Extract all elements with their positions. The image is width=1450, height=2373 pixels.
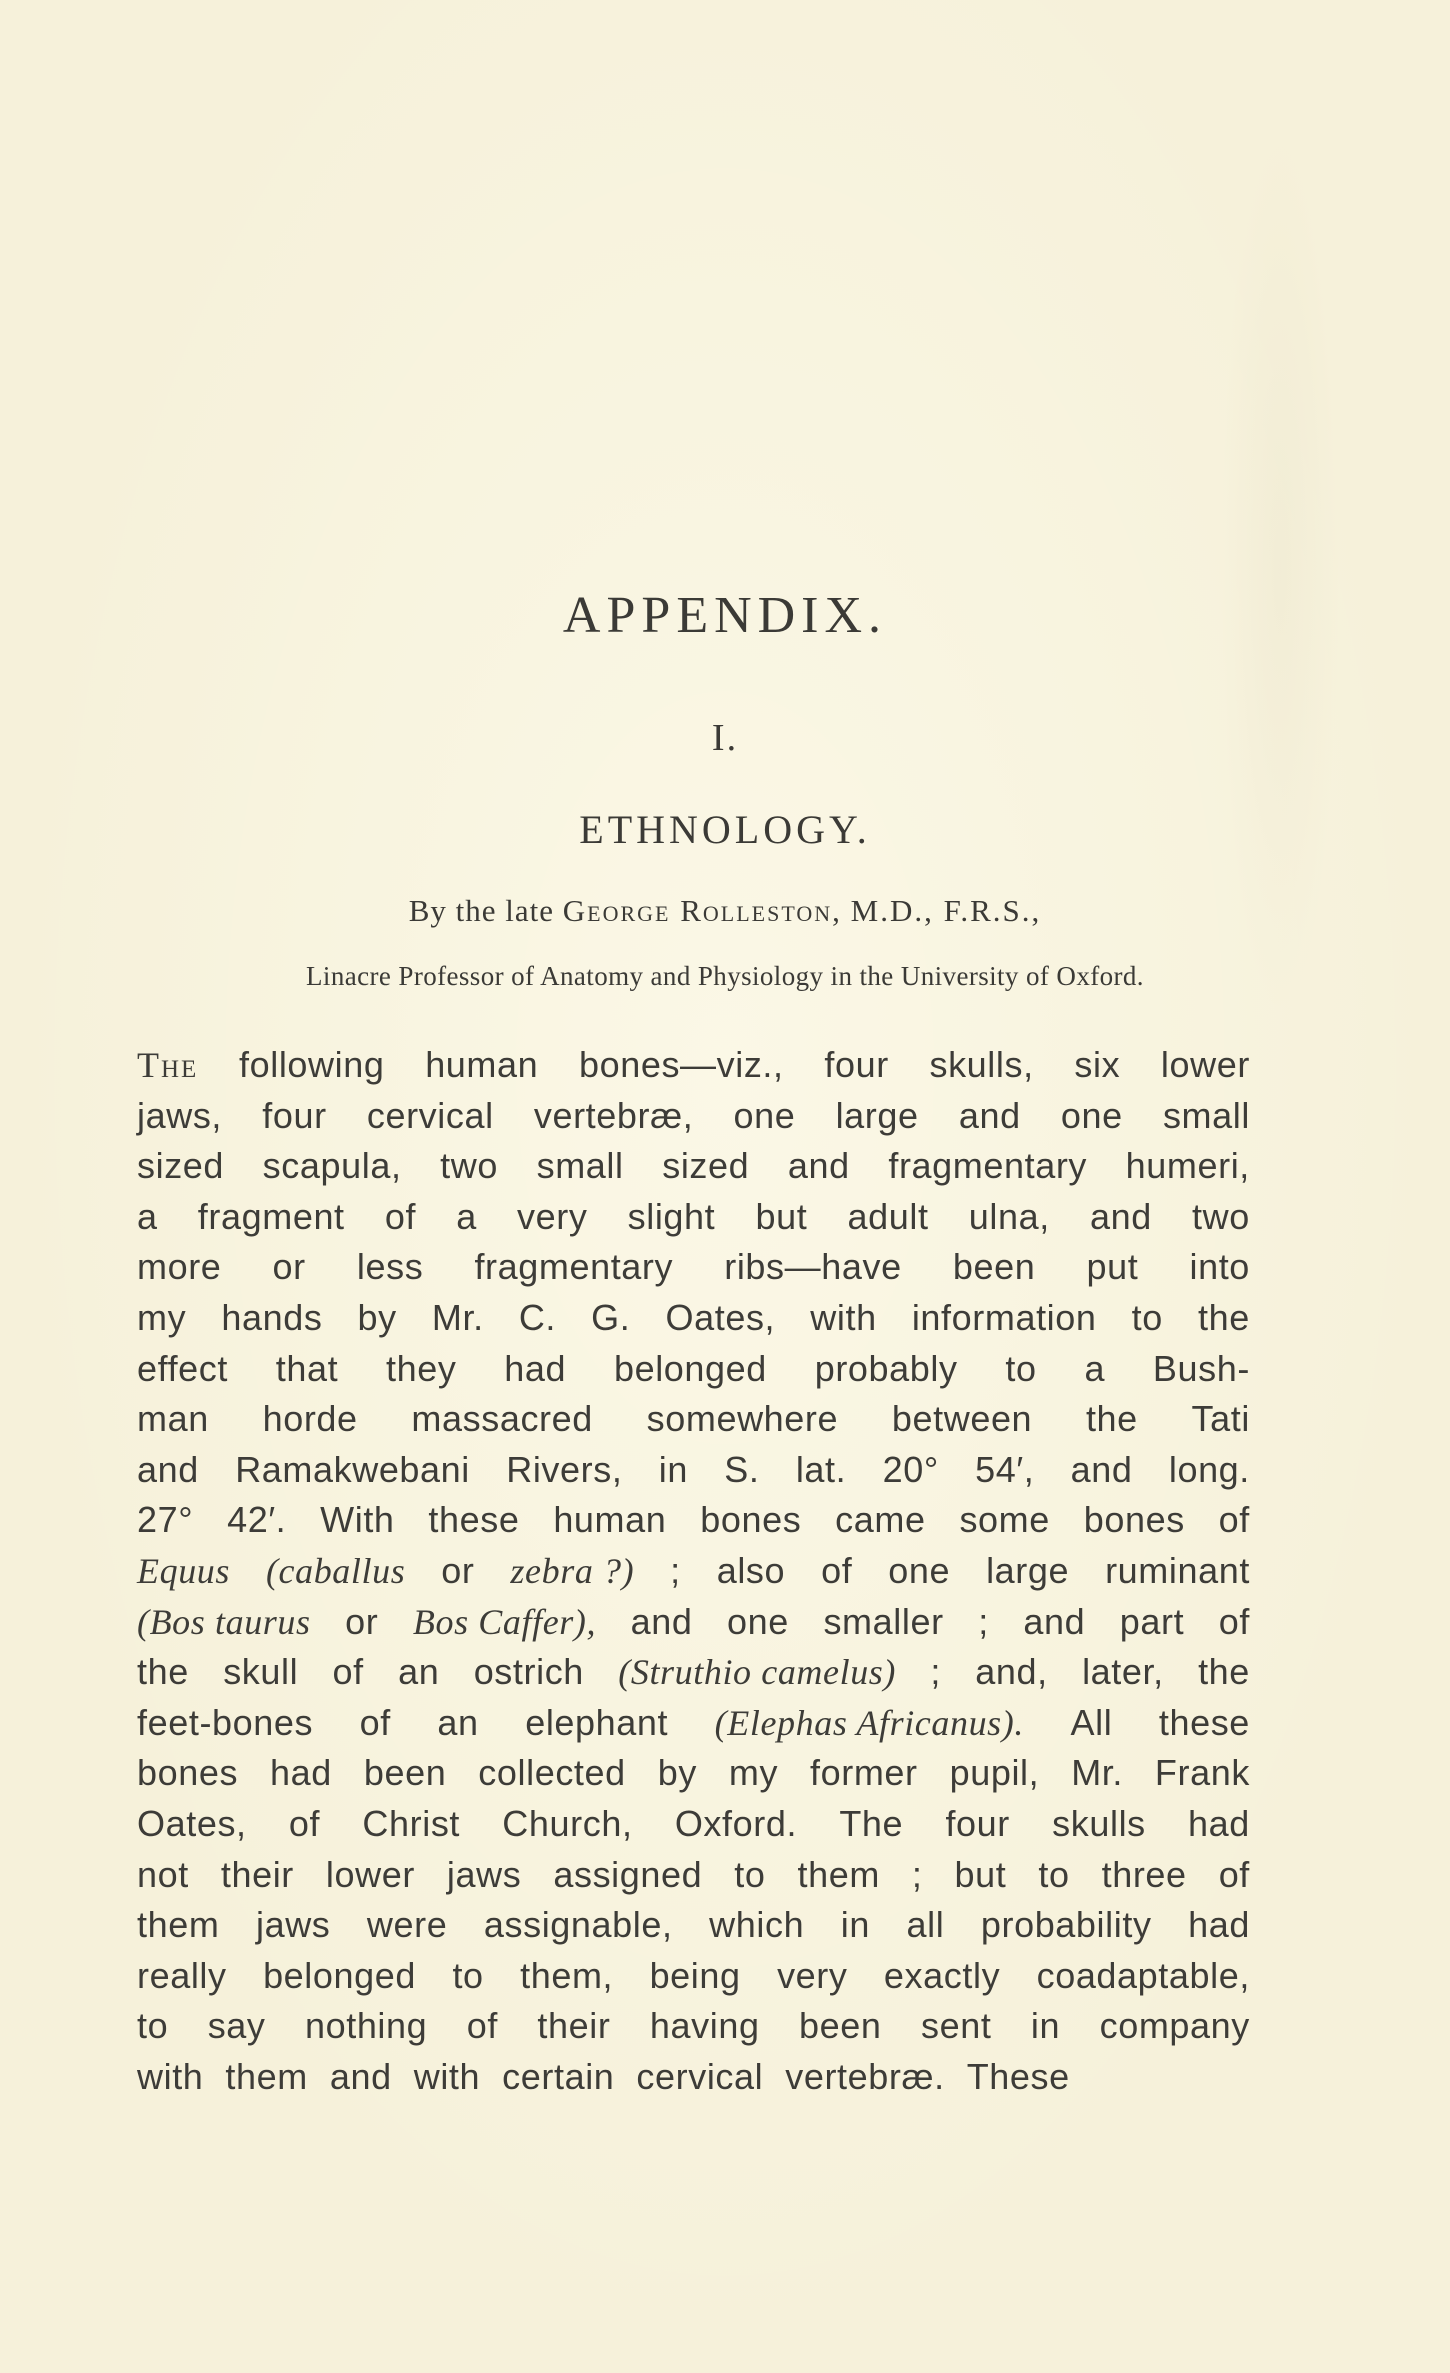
word: three [1101,1853,1187,1895]
word: belonged [263,1954,417,1996]
word: and [787,1145,850,1187]
word: but [954,1853,1007,1895]
word: six [1074,1044,1121,1085]
text-line [137,1344,1250,1395]
word: (Elephas Africanus). [714,1702,1024,1743]
word: and [1023,1600,1086,1642]
word: nothing [304,2005,428,2047]
word: which [709,1904,805,1946]
word: information [911,1296,1097,1338]
text-line [137,1141,1250,1192]
word: or [345,1600,379,1642]
word: fragmentary [888,1145,1088,1187]
text-line [137,1495,1250,1546]
word: my [137,1296,187,1338]
word: two [440,1145,498,1187]
word: of [821,1549,853,1591]
author-affiliation: Linacre Professor of Anatomy and Physiology in the University of Oxford. [306,961,1144,991]
word: two [1192,1195,1250,1237]
text-line [137,1799,1250,1850]
word: four [945,1802,1010,1844]
word: Tati [1191,1398,1250,1440]
text-line [137,1040,1250,1091]
word: ruminant [1105,1549,1250,1591]
word: Ramakwebani [235,1448,470,1490]
word: and [958,1094,1021,1136]
word: lat. [795,1448,847,1490]
word: Mr. [431,1296,484,1338]
word: All [1070,1701,1113,1743]
word: scapula, [262,1145,402,1187]
word: with [137,2055,204,2097]
word: of [288,1802,321,1844]
text-line [137,1951,1250,2002]
text-line [137,1445,1250,1496]
word: by [357,1296,397,1338]
word: some [959,1499,1050,1541]
text-line [137,1242,1250,1293]
word: very [777,1954,848,1996]
word: probability [980,1904,1152,1946]
show-through-shadow [1220,120,1340,1020]
word: them [137,1904,220,1946]
word: put [1086,1246,1139,1288]
word: with [413,2055,481,2097]
word: hands [221,1296,323,1338]
word: probably [814,1347,958,1389]
word: smaller [823,1600,944,1642]
word: by [657,1752,697,1794]
word: these [428,1499,520,1541]
author-byline [0,893,1450,929]
text-line [137,2001,1250,2052]
word: a [137,1195,158,1237]
section-title: ETHNOLOGY. [579,807,871,852]
word: or [272,1246,306,1288]
word: (Struthio camelus) [618,1652,897,1693]
word: company [1099,2005,1250,2047]
word: less [356,1246,424,1288]
word: coadaptable, [1036,1954,1250,1996]
word: their [220,1853,294,1895]
word: sized [662,1145,750,1187]
word: small [1162,1094,1250,1136]
word: part [1119,1600,1185,1642]
word: the [1198,1296,1250,1338]
word: had [1188,1802,1250,1844]
word: having [649,2005,760,2047]
word: to [1005,1347,1037,1389]
word: Oates, [137,1802,247,1844]
word: of [359,1701,391,1743]
word: pupil, [949,1752,1040,1794]
word: say [207,2005,266,2047]
word: not [137,1853,189,1895]
appendix-title: APPENDIX. [562,587,888,644]
word: ostrich [473,1651,584,1693]
word: and, [975,1651,1048,1693]
word: been [952,1246,1036,1288]
word: zebra ?) [510,1550,635,1591]
text-line [137,1597,1250,1648]
word: of [466,2005,498,2047]
word: belonged [613,1347,767,1389]
word: 27° [137,1499,194,1541]
word: ulna, [968,1195,1050,1237]
word: humeri, [1125,1145,1250,1187]
word: of [1218,1499,1250,1541]
byline-prefix: By the late [408,893,554,928]
word: 54′, [975,1448,1035,1490]
word: really [137,1954,227,1996]
word: and [137,1448,199,1490]
word: Rivers, [506,1448,623,1490]
word: large [835,1094,919,1136]
word: these [1158,1701,1250,1743]
word: of [1218,1600,1250,1642]
word: one [888,1549,951,1591]
word: one [733,1094,796,1136]
word: of [384,1195,417,1237]
word: human [425,1044,539,1085]
word: to [1131,1296,1163,1338]
word: Christ [362,1802,461,1844]
word: jaws [446,1853,522,1895]
word: Church, [502,1802,633,1844]
word: and [1090,1195,1152,1237]
word: cervical [366,1094,494,1136]
word: bones—viz., [578,1044,784,1085]
word: that [275,1347,339,1389]
author-credentials: M.D., F.R.S., [850,893,1042,928]
word: Oates, [665,1296,776,1338]
word: the [1085,1398,1138,1440]
word: an [437,1701,479,1743]
word: to [137,2005,169,2047]
word: bones [137,1752,239,1794]
word: ; [911,1853,923,1895]
word: and [1070,1448,1133,1490]
word: feet-bones [137,1701,314,1743]
word: vertebræ, [533,1094,694,1136]
word: following [239,1044,385,1085]
word: With [320,1499,395,1541]
text-line [137,1546,1250,1597]
word: effect [137,1347,228,1389]
word: of [332,1651,364,1693]
word: them [797,1853,880,1895]
word: certain [502,2055,615,2097]
word: also [716,1549,786,1591]
word: in [658,1448,688,1490]
word: bones [700,1499,802,1541]
word: large [986,1549,1070,1591]
text-line [137,1091,1250,1142]
word: a [1084,1347,1106,1389]
word: in [1030,2005,1061,2047]
word: one [1060,1094,1123,1136]
word: them, [520,1954,614,1996]
word: later, [1082,1651,1164,1693]
word: their [537,2005,611,2047]
author-name: George Rolleston, [562,893,842,928]
word: and [630,1600,693,1642]
text-line [137,1698,1250,1749]
word: had [504,1347,567,1389]
word: horde [262,1398,358,1440]
word: Oxford. [674,1802,798,1844]
word: man [137,1398,209,1440]
word: Equus [137,1550,230,1591]
word: long. [1168,1448,1250,1490]
word: G. [591,1296,631,1338]
word: assignable, [483,1904,673,1946]
text-line [137,1850,1250,1901]
word: to [1038,1853,1070,1895]
word: between [891,1398,1033,1440]
word: very [517,1195,588,1237]
word: lower [325,1853,415,1895]
word: my [728,1752,779,1794]
word: lower [1160,1044,1250,1085]
word: elephant [525,1701,669,1743]
word: skulls, [929,1044,1034,1085]
word: had [1188,1904,1250,1946]
word: the [137,1651,189,1693]
word: The [839,1802,904,1844]
word: 20° [882,1448,939,1490]
word: being [649,1954,741,1996]
word: an [398,1651,440,1693]
word: of [1218,1853,1250,1895]
word: skulls [1052,1802,1146,1844]
word: ; [978,1600,989,1642]
word: ribs—have [724,1246,902,1288]
section-number: I. [711,717,739,759]
word: vertebræ. [785,2055,945,2097]
word: they [386,1347,457,1389]
word: the [1198,1651,1250,1693]
word: sent [921,2005,992,2047]
word: all [906,1904,945,1946]
word: jaws, [137,1094,223,1136]
word: came [835,1499,926,1541]
word: cervical [636,2055,764,2097]
word: small [536,1145,624,1187]
word: exactly [883,1954,1001,1996]
text-line [137,1192,1250,1243]
word: been [799,2005,882,2047]
word: human [553,1499,667,1541]
word: been [363,1752,447,1794]
word: but [755,1195,808,1237]
word: somewhere [646,1398,839,1440]
word: jaws [255,1904,331,1946]
body-paragraph [137,1040,1250,2102]
lead-word: The [137,1045,199,1085]
text-line [137,1748,1250,1799]
word: bones [1083,1499,1185,1541]
word: four [262,1094,327,1136]
word: S. [724,1448,760,1490]
word: to [452,1954,484,1996]
word: assigned [553,1853,703,1895]
text-line [137,1293,1250,1344]
word: to [734,1853,766,1895]
word: Bos Caffer), [412,1601,597,1642]
text-line [137,2052,1250,2103]
word: ; [930,1651,941,1693]
word: (Bos taurus [137,1601,311,1642]
word: and [329,2055,392,2097]
word: a [456,1195,477,1237]
word: had [270,1752,332,1794]
word: with [810,1296,877,1338]
word: 42′. [227,1499,287,1541]
word: fragmentary [474,1246,674,1288]
word: were [366,1904,448,1946]
text-line [137,1647,1250,1698]
word: massacred [411,1398,593,1440]
word: into [1189,1246,1250,1288]
word: sized [137,1145,225,1187]
word: (caballus [265,1550,406,1591]
word: adult [847,1195,929,1237]
word: skull [223,1651,299,1693]
word: fragment [197,1195,345,1237]
word: one [727,1600,789,1642]
word: These [966,2055,1070,2097]
word: Bush- [1152,1347,1250,1389]
word: Mr. [1071,1752,1123,1794]
word: them [225,2055,308,2097]
word: collected [478,1752,626,1794]
word: C. [518,1296,557,1338]
word: former [810,1752,918,1794]
text-line [137,1900,1250,1951]
word: slight [627,1195,716,1237]
text-line [137,1394,1250,1445]
word: or [441,1549,475,1591]
word: more [137,1246,222,1288]
word: in [840,1904,870,1946]
word: ; [670,1549,681,1591]
word: Frank [1154,1752,1250,1794]
word: four [824,1044,889,1085]
